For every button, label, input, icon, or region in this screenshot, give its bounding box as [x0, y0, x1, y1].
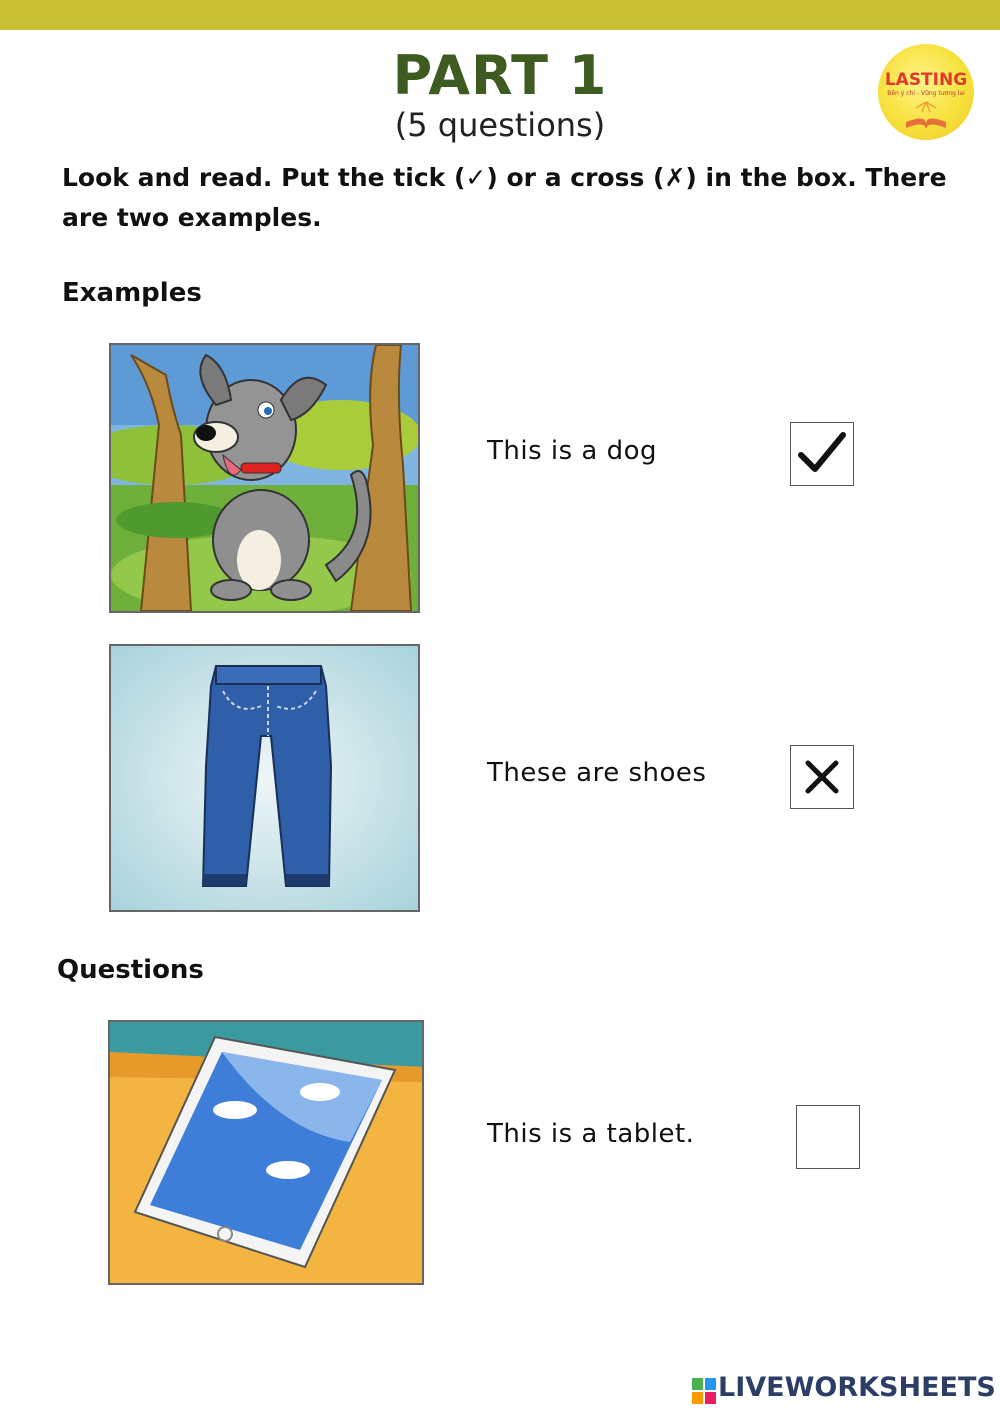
questions-heading: Questions — [57, 955, 204, 985]
top-color-bar — [0, 0, 1000, 30]
example-1-answer-box — [790, 422, 854, 486]
footer-brand-text: LIVEWORKSHEETS — [718, 1372, 996, 1403]
question-1-sentence: This is a tablet. — [487, 1119, 695, 1149]
jeans-picture — [109, 644, 420, 912]
instructions: Look and read. Put the tick (✓) or a cross (✗) in the box. There are two examples. — [62, 163, 947, 232]
page-title: PART 1 — [392, 44, 608, 107]
page-subtitle: (5 questions) — [394, 106, 606, 144]
logo-text: LASTING — [884, 70, 968, 90]
logo-tagline: Bền ý chí - Vững tương lai — [887, 90, 965, 97]
tick-icon — [791, 423, 853, 485]
examples-heading: Examples — [62, 278, 202, 308]
dog-picture — [109, 343, 420, 613]
example-1-sentence: This is a dog — [487, 436, 658, 466]
tablet-picture — [108, 1020, 424, 1285]
cross-icon — [791, 746, 853, 808]
liveworksheets-logo-icon — [692, 1378, 716, 1404]
example-2-sentence: These are shoes — [487, 758, 707, 788]
lasting-logo — [878, 44, 974, 140]
example-2-answer-box — [790, 745, 854, 809]
book-icon — [878, 44, 974, 140]
question-1-answer-box[interactable] — [796, 1105, 860, 1169]
